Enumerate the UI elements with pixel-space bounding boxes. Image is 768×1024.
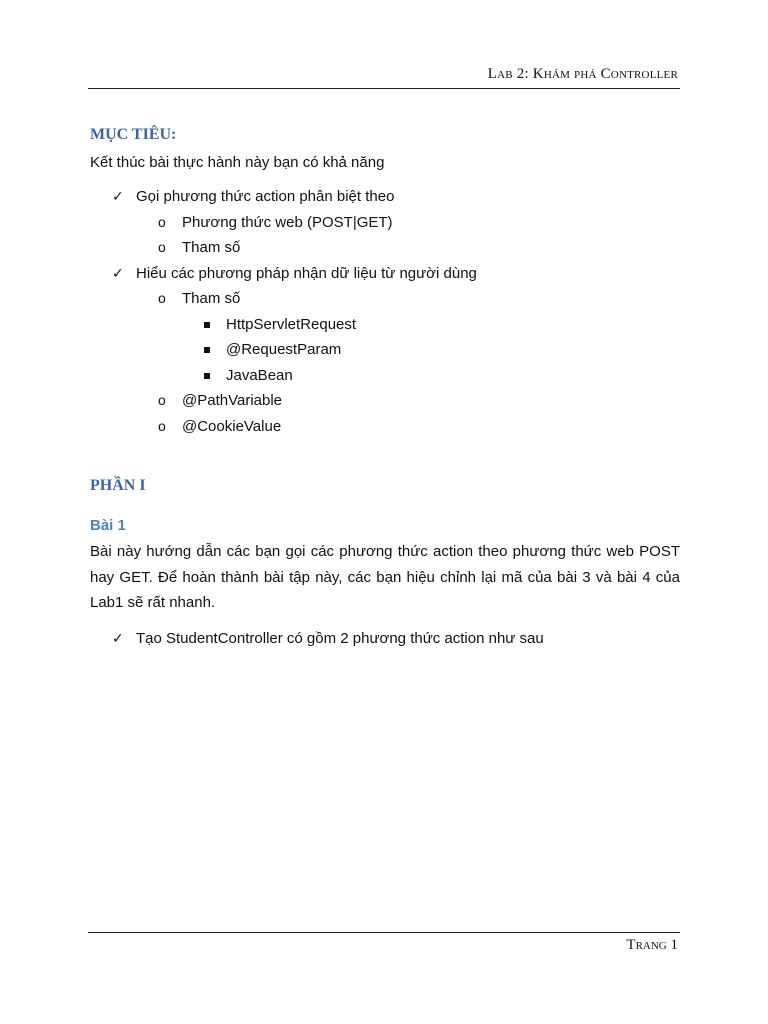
objective-subsubitem: [90, 363, 680, 389]
objective-subsubitem: [90, 337, 680, 363]
objective-item: [90, 184, 680, 210]
circle-bullet-icon: o: [158, 417, 166, 434]
check-icon: ✓: [112, 264, 124, 281]
objective-subitem: [90, 210, 680, 236]
task-item: [90, 626, 680, 652]
page-number: Trang 1: [626, 937, 678, 953]
objective-subitem: [90, 286, 680, 312]
subsubitem-label: @RequestParam: [226, 341, 342, 358]
circle-bullet-icon: o: [158, 392, 166, 408]
square-bullet-icon: [204, 347, 210, 353]
exercise-paragraph: Bài này hướng dẫn các bạn gọi các phương thức action theo phương thức web POST hay GET. Để hoàn thành bài tập này, các bạn hiệu chỉnh lại mã của bài 3 và bài 4 của Lab1 sẽ rất nhanh.: [90, 543, 680, 611]
part-heading: PHẦN I: [90, 477, 146, 494]
square-bullet-icon: [204, 322, 210, 328]
subsubitem-label: JavaBean: [226, 366, 293, 384]
subsubitem-label: HttpServletRequest: [226, 315, 357, 333]
square-bullet-icon: [204, 373, 210, 379]
exercise-heading: Bài 1: [90, 517, 126, 534]
circle-bullet-icon: o: [158, 239, 166, 255]
objective-subitem: [90, 235, 680, 261]
objective-subitem: [90, 414, 680, 440]
objective-item: [90, 261, 680, 287]
subitem-label: Tham số: [182, 290, 241, 307]
task-label: Tạo StudentController có gồm 2 phương thức action như sau: [136, 629, 544, 647]
header-title: Lab 2: Khám phá Controller: [487, 66, 678, 82]
check-icon: ✓: [112, 188, 124, 204]
subitem-label: @PathVariable: [182, 392, 283, 409]
check-icon: ✓: [112, 629, 124, 646]
objectives-heading: MỤC TIÊU:: [90, 126, 177, 143]
subitem-label: Phương thức web (POST|GET): [182, 213, 393, 231]
objective-label: Hiểu các phương pháp nhận dữ liệu từ người dùng: [136, 264, 477, 282]
subitem-label: Tham số: [182, 239, 241, 256]
subitem-label: @CookieValue: [182, 417, 282, 435]
objective-subsubitem: [90, 312, 680, 338]
page-footer: [88, 932, 680, 953]
circle-bullet-icon: o: [158, 213, 166, 230]
page-header: [88, 62, 680, 89]
document-body: [90, 120, 680, 651]
objective-subitem: [90, 388, 680, 414]
circle-bullet-icon: o: [158, 290, 166, 306]
objective-label: Gọi phương thức action phân biệt theo: [136, 188, 395, 205]
objectives-intro: Kết thúc bài thực hành này bạn có khả năng: [90, 154, 385, 171]
